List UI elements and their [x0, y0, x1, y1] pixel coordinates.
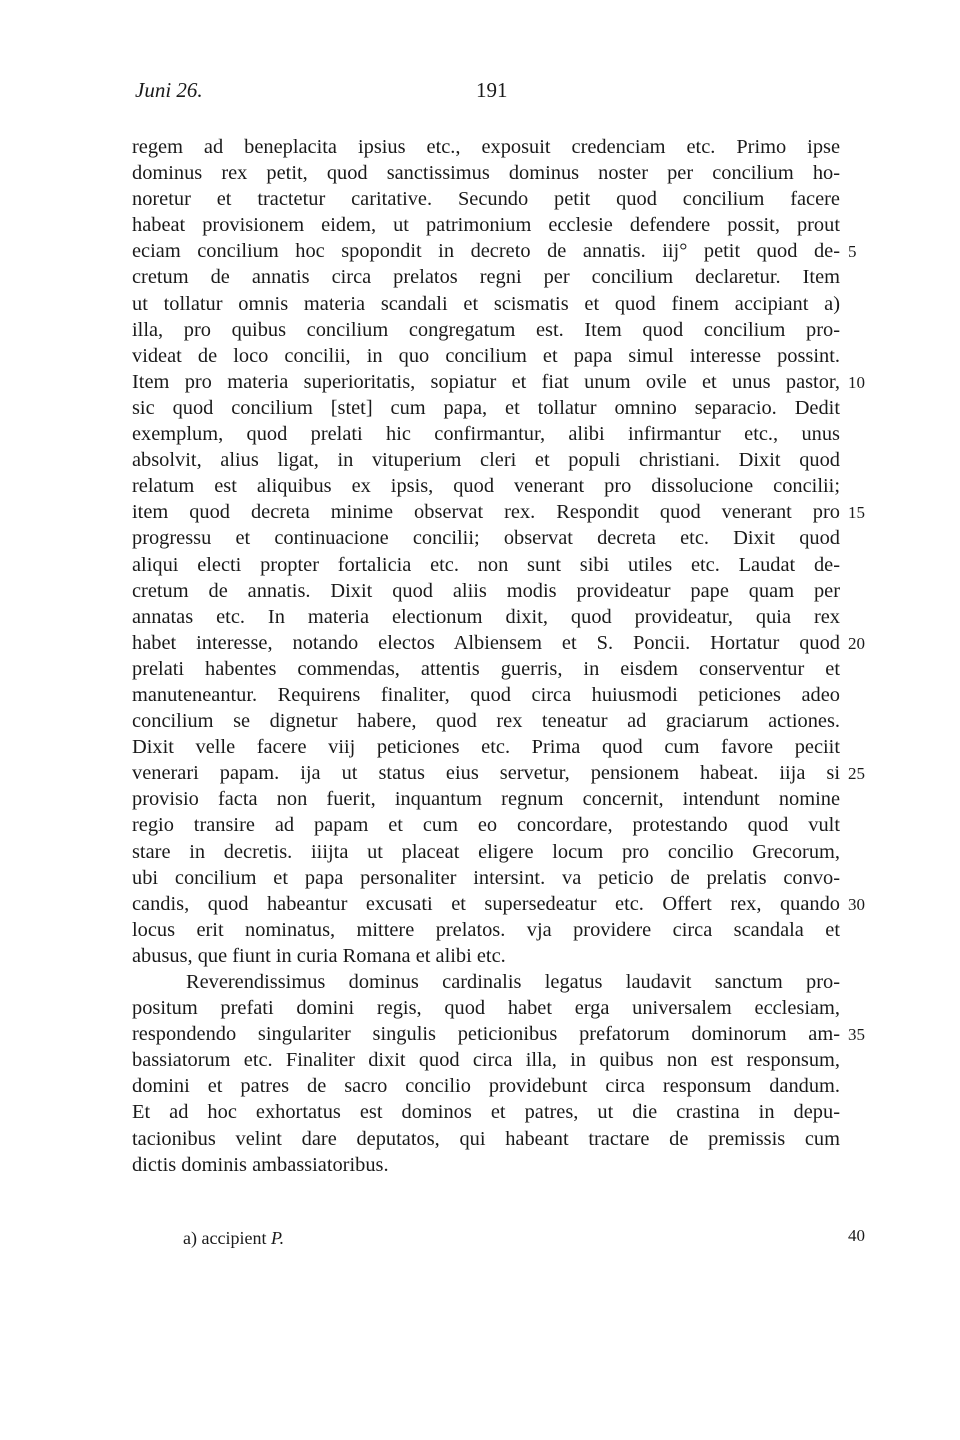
text-line: ut tollatur omnis materia scandali et scismatis et quod finem accipiant a): [132, 292, 840, 315]
footnote-siglum: P.: [270, 1228, 285, 1248]
text-line: stare in decretis. iiijta ut placeat eligere locum pro concilio Grecorum,: [132, 840, 840, 863]
main-text: [132, 134, 840, 1178]
text-line: manuteneantur. Requirens finaliter, quod circa huiusmodi peticiones adeo: [132, 683, 840, 706]
text-line: cretum de annatis. Dixit quod aliis modis provideatur pape quam per: [132, 579, 840, 602]
text-line: habet interesse, notando electos Albiensem et S. Poncii. Hortatur quod: [132, 631, 840, 654]
footnote: [183, 1228, 284, 1249]
text-line: concilium se dignetur habere, quod rex teneatur ad graciarum actiones.: [132, 710, 840, 733]
text-line: Item pro materia superioritatis, sopiatur et fiat unum ovile et unus pastor,: [132, 370, 840, 393]
text-line: cretum de annatis circa prelatos regni per concilium declaretur. Item: [132, 266, 840, 289]
text-line: Et ad hoc exhortatus est dominos et patres, ut die crastina in depu-: [132, 1101, 840, 1124]
text-line: bassiatorum etc. Finaliter dixit quod circa illa, in quibus non est responsum,: [132, 1049, 840, 1072]
text-line: provisio facta non fuerit, inquantum regnum concernit, intendunt nomine: [132, 788, 840, 811]
text-line: Dixit velle facere viij peticiones etc. Prima quod cum favore peciit: [132, 736, 840, 759]
text-line: regio transire ad papam et cum eo concordare, protestando quod vult: [132, 814, 840, 837]
text-line: domini et patres de sacro concilio providebunt circa responsum dandum.: [132, 1075, 840, 1098]
line-number: 20: [848, 633, 865, 653]
text-line: eciam concilium hoc spopondit in decreto de annatis. iij° petit quod de-: [132, 240, 840, 263]
text-line: dictis dominis ambassiatoribus.: [132, 1153, 389, 1176]
footnote-line-number: 40: [848, 1226, 865, 1245]
page-header: [135, 78, 840, 110]
text-line: illa, pro quibus concilium congregatum est. Item quod concilium pro-: [132, 318, 840, 341]
line-number: 25: [848, 764, 865, 784]
running-title: Juni 26.: [135, 78, 203, 102]
text-line: annatas etc. In materia electionum dixit, quod provideatur, quia rex: [132, 605, 840, 628]
text-line: absolvit, alius ligat, in vituperium cleri et populi christiani. Dixit quod: [132, 449, 840, 472]
text-line: noretur et tractetur caritative. Secundo petit quod concilium facere: [132, 188, 840, 211]
footnote-marker: a): [183, 1228, 197, 1248]
line-number: 30: [848, 894, 865, 914]
page-number: 191: [476, 78, 508, 102]
text-line: Reverendissimus dominus cardinalis legatus laudavit sanctum pro-: [186, 971, 840, 993]
text-line: relatum est aliquibus ex ipsis, quod venerant pro dissolucione concilii;: [132, 475, 840, 498]
footnote-text: accipient: [201, 1228, 267, 1248]
text-line: exemplum, quod prelati hic confirmantur, alibi infirmantur etc., unus: [132, 423, 840, 446]
text-line: habeat provisionem eidem, ut patrimonium ecclesie defendere possit, prout: [132, 214, 840, 237]
text-line: positum prefati domini regis, quod habet erga universalem ecclesiam,: [132, 997, 840, 1020]
text-line: locus erit nominatus, mittere prelatos. vja providere circa scandala et: [132, 918, 840, 941]
line-number: 5: [848, 242, 857, 262]
text-line: tacionibus velint dare deputatos, qui habeant tractare de premissis cum: [132, 1127, 840, 1150]
text-line: progressu et continuacione concilii; observat decreta etc. Dixit quod: [132, 527, 840, 550]
line-number: 35: [848, 1025, 865, 1045]
text-line: sic quod concilium [stet] cum papa, et tollatur omnino separacio. Dedit: [132, 396, 840, 419]
text-line: videat de loco concilii, in quo concilium et papa simul interesse possint.: [132, 344, 840, 367]
text-line: candis, quod habeantur excusati et supersedeatur etc. Offert rex, quando: [132, 892, 840, 915]
text-line: ubi concilium et papa personaliter intersint. va peticio de prelatis convo-: [132, 866, 840, 889]
line-number: 15: [848, 503, 865, 523]
text-line: venerari papam. ija ut status eius servetur, pensionem habeat. iija si: [132, 762, 840, 785]
text-line: respondendo singulariter singulis peticionibus prefatorum dominorum am-: [132, 1023, 840, 1046]
line-number: 10: [848, 372, 865, 392]
text-line: regem ad beneplacita ipsius etc., exposuit credenciam etc. Primo ipse: [132, 136, 840, 158]
text-line: aliqui electi propter fortalicia etc. non sunt sibi utiles etc. Laudat de-: [132, 553, 840, 576]
text-line: item quod decreta minime observat rex. Respondit quod venerant pro: [132, 501, 840, 524]
text-line: dominus rex petit, quod sanctissimus dominus noster per concilium ho-: [132, 162, 840, 185]
text-line: prelati habentes commendas, attentis guerris, in eisdem conserventur et: [132, 657, 840, 680]
text-line: abusus, que fiunt in curia Romana et alibi etc.: [132, 944, 506, 967]
